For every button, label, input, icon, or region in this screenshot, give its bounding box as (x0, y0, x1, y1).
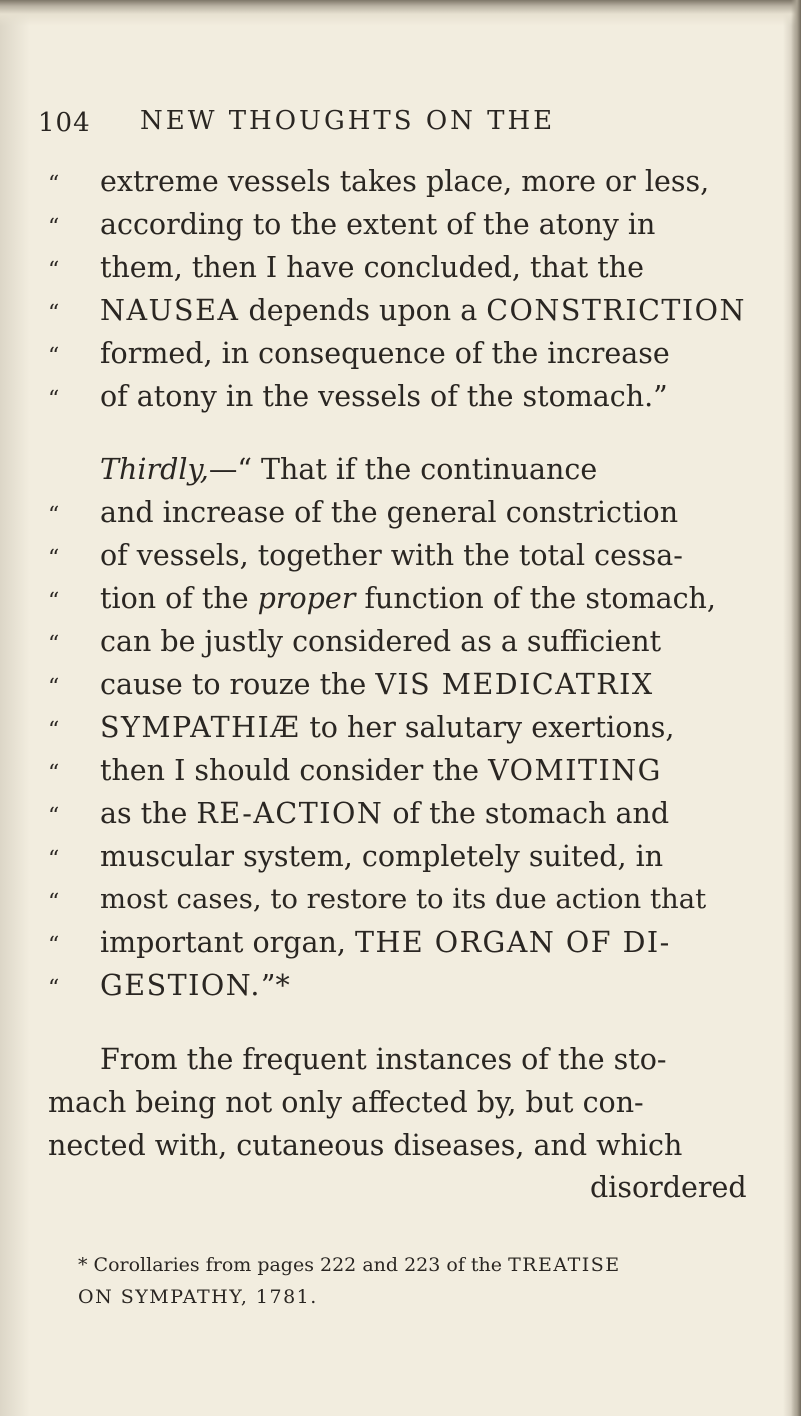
quote-mark: “ (48, 301, 60, 326)
small-caps-term: NAUSEA (100, 294, 240, 327)
line-text: can be justly considered as a sufficient (100, 625, 662, 658)
line-text: formed, in consequence of the increase (100, 337, 670, 370)
running-head: NEW THOUGHTS ON THE (140, 106, 556, 136)
line-text: of vessels, together with the total cessa- (100, 539, 683, 572)
line-text: GESTION.”* (100, 969, 290, 1002)
footnote-line: * Corollaries from pages 222 and 223 of the TREATISE (78, 1254, 621, 1276)
quote-mark: “ (48, 387, 60, 412)
quote-mark: “ (48, 172, 60, 197)
page-top-edge (0, 0, 801, 26)
footnote-line: ON SYMPATHY, 1781. (78, 1286, 318, 1308)
text-line: From the frequent instances of the sto- (100, 1043, 667, 1076)
quote-mark: “ (48, 804, 60, 829)
thirdly-line (100, 453, 598, 486)
small-caps-term: GESTION. (100, 969, 261, 1002)
quote-mark: “ (48, 718, 60, 743)
line-text: cause to rouze the VIS MEDICATRIX (100, 668, 654, 701)
small-caps-term: VIS MEDICATRIX (375, 668, 654, 701)
quote-mark: “ (48, 344, 60, 369)
page-number: 104 (38, 108, 91, 138)
line-text: SYMPATHIÆ to her salutary exertions, (100, 711, 675, 744)
line-text: NAUSEA depends upon a CONSTRICTION (100, 294, 746, 327)
page-header (0, 102, 801, 142)
quote-mark: “ (48, 847, 60, 872)
line-text: and increase of the general constriction (100, 496, 679, 529)
quote-mark: “ (48, 675, 60, 700)
line-text: them, then I have concluded, that the (100, 251, 644, 284)
small-caps-term: THE ORGAN OF DI- (354, 926, 671, 959)
quote-mark: “ (48, 890, 60, 915)
quote-mark: “ (48, 258, 60, 283)
line-text: as the RE-ACTION of the stomach and (100, 797, 670, 830)
quote-mark: “ (48, 546, 60, 571)
quote-mark: “ (48, 632, 60, 657)
small-caps-term: TREATISE (508, 1254, 621, 1276)
thirdly-rest: —“ That if the continuance (208, 453, 598, 486)
line-text: tion of the proper function of the stomach, (100, 582, 716, 615)
line-text: important organ, THE ORGAN OF DI- (100, 926, 671, 959)
catchword: disordered (590, 1171, 747, 1204)
line-text: extreme vessels takes place, more or less, (100, 165, 710, 198)
line-text: muscular system, completely suited, in (100, 840, 664, 873)
thirdly-lead: Thirdly, (100, 453, 209, 486)
line-text: of atony in the vessels of the stomach.” (100, 380, 668, 413)
small-caps-term: SYMPATHIÆ (100, 711, 301, 744)
small-caps-term: VOMITING (488, 754, 662, 787)
small-caps-term: CONSTRICTION (486, 294, 746, 327)
small-caps-term: RE-ACTION (196, 797, 384, 830)
line-text: then I should consider the VOMITING (100, 754, 662, 787)
quote-mark: “ (48, 215, 60, 240)
page-right-edge (791, 0, 801, 1416)
quote-mark: “ (48, 976, 60, 1001)
line-text: most cases, to restore to its due action that (100, 883, 707, 915)
quote-mark: “ (48, 933, 60, 958)
quote-mark: “ (48, 503, 60, 528)
quote-mark: “ (48, 761, 60, 786)
text-line: nected with, cutaneous diseases, and which (48, 1129, 683, 1162)
quote-mark: “ (48, 589, 60, 614)
text-line: mach being not only affected by, but con- (48, 1086, 644, 1119)
line-text: according to the extent of the atony in (100, 208, 656, 241)
italic-term: proper (257, 582, 356, 615)
